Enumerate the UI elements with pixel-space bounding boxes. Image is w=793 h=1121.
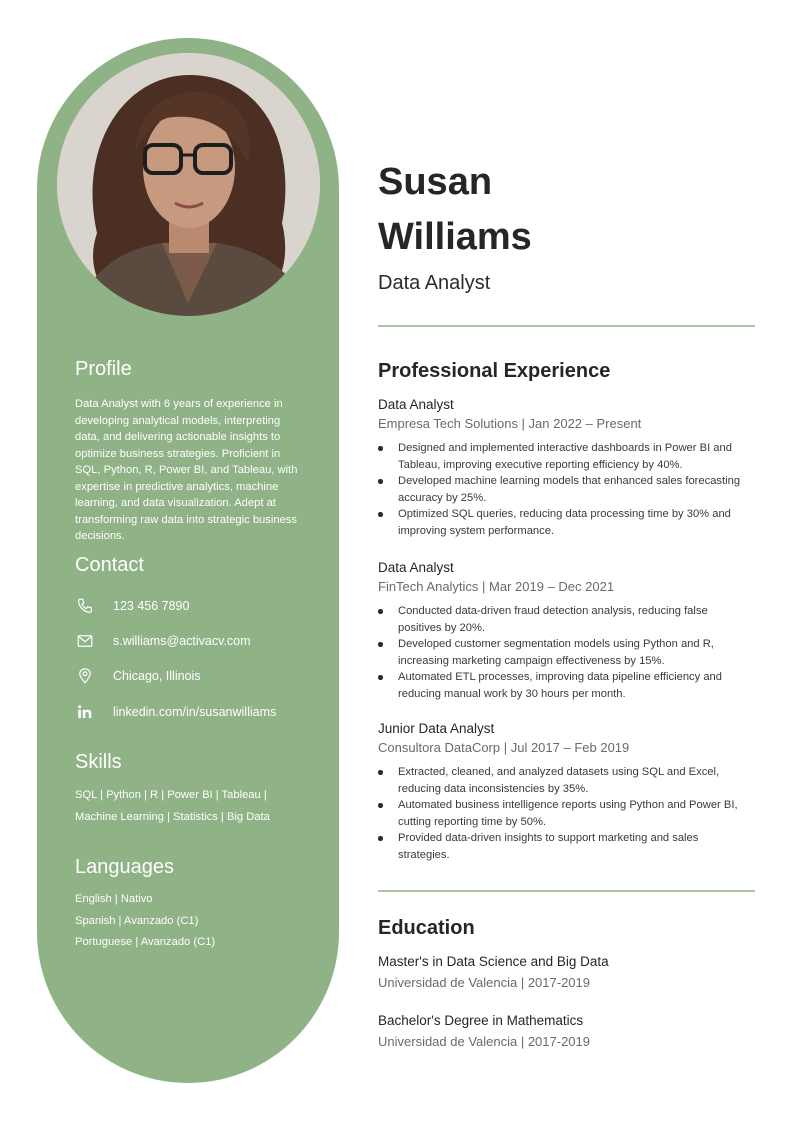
phone-icon bbox=[75, 596, 95, 616]
first-name: Susan bbox=[378, 161, 493, 203]
phone-text: 123 456 7890 bbox=[113, 599, 190, 613]
contact-heading: Contact bbox=[75, 554, 144, 576]
list-item: Developed customer segmentation models using Python and R, increasing marketing campaign effectiveness by 15%. bbox=[378, 636, 753, 669]
job-bullets bbox=[378, 603, 753, 702]
list-item: Extracted, cleaned, and analyzed datasets using SQL and Excel, reducing data inconsistencies by 35%. bbox=[378, 764, 753, 797]
contact-phone[interactable] bbox=[75, 595, 189, 617]
language-item: Spanish | Avanzado (C1) bbox=[75, 915, 199, 927]
profile-text: Data Analyst with 6 years of experience in developing analytical models, interpreting data, and delivering actionable insights to optimize business strategies. Proficient in SQL, Python, R, Power BI, and Tableau, with expertise in predictive analytics, machine learning, and data visualization. Adept at transforming raw data into strategic business decisions. bbox=[75, 398, 298, 542]
list-item: Automated ETL processes, improving data pipeline efficiency and reducing manual work by 30 hours per month. bbox=[378, 669, 753, 702]
contact-email[interactable] bbox=[75, 630, 250, 652]
job-title: Data Analyst bbox=[378, 397, 454, 412]
divider bbox=[378, 325, 755, 327]
degree-title: Bachelor's Degree in Mathematics bbox=[378, 1013, 584, 1028]
linkedin-text: linkedin.com/in/susanwilliams bbox=[113, 705, 277, 719]
job-meta: Consultora DataCorp | Jul 2017 – Feb 2019 bbox=[378, 740, 630, 755]
linkedin-icon bbox=[75, 702, 95, 722]
mail-icon bbox=[75, 631, 95, 651]
email-text: s.williams@activacv.com bbox=[113, 634, 251, 648]
list-item: Designed and implemented interactive dashboards in Power BI and Tableau, improving executive reporting efficiency by 40%. bbox=[378, 440, 753, 473]
divider bbox=[378, 890, 755, 892]
job-title: Data Analyst bbox=[378, 560, 454, 575]
degree-meta: Universidad de Valencia | 2017-2019 bbox=[378, 1034, 590, 1049]
education-heading: Education bbox=[378, 917, 475, 939]
list-item: Automated business intelligence reports using Python and Power BI, cutting reporting time by 50%. bbox=[378, 797, 753, 830]
job-bullets bbox=[378, 764, 753, 863]
experience-heading: Professional Experience bbox=[378, 360, 611, 382]
job-role: Data Analyst bbox=[378, 272, 491, 294]
list-item: Developed machine learning models that enhanced sales forecasting accuracy by 25%. bbox=[378, 473, 753, 506]
job-title: Junior Data Analyst bbox=[378, 721, 495, 736]
full-name bbox=[378, 155, 532, 265]
last-name: Williams bbox=[378, 216, 532, 258]
degree-title: Master's in Data Science and Big Data bbox=[378, 954, 609, 969]
degree-meta: Universidad de Valencia | 2017-2019 bbox=[378, 975, 590, 990]
location-pin-icon bbox=[75, 666, 95, 686]
language-item: Portuguese | Avanzado (C1) bbox=[75, 936, 216, 948]
list-item: Optimized SQL queries, reducing data processing time by 30% and improving system performance. bbox=[378, 506, 753, 539]
list-item: Conducted data-driven fraud detection analysis, reducing false positives by 20%. bbox=[378, 603, 753, 636]
skills-heading: Skills bbox=[75, 751, 122, 773]
language-item: English | Nativo bbox=[75, 893, 153, 905]
profile-photo bbox=[57, 53, 320, 316]
skills-line-1: SQL | Python | R | Power BI | Tableau | bbox=[75, 789, 267, 801]
job-meta: FinTech Analytics | Mar 2019 – Dec 2021 bbox=[378, 579, 615, 594]
contact-location bbox=[75, 665, 201, 687]
skills-line-2: Machine Learning | Statistics | Big Data bbox=[75, 811, 270, 823]
profile-heading: Profile bbox=[75, 358, 132, 380]
list-item: Provided data-driven insights to support marketing and sales strategies. bbox=[378, 830, 753, 863]
location-text: Chicago, Illinois bbox=[113, 669, 201, 683]
job-bullets bbox=[378, 440, 753, 539]
job-meta: Empresa Tech Solutions | Jan 2022 – Present bbox=[378, 416, 642, 431]
contact-linkedin[interactable] bbox=[75, 701, 276, 723]
languages-heading: Languages bbox=[75, 856, 174, 878]
